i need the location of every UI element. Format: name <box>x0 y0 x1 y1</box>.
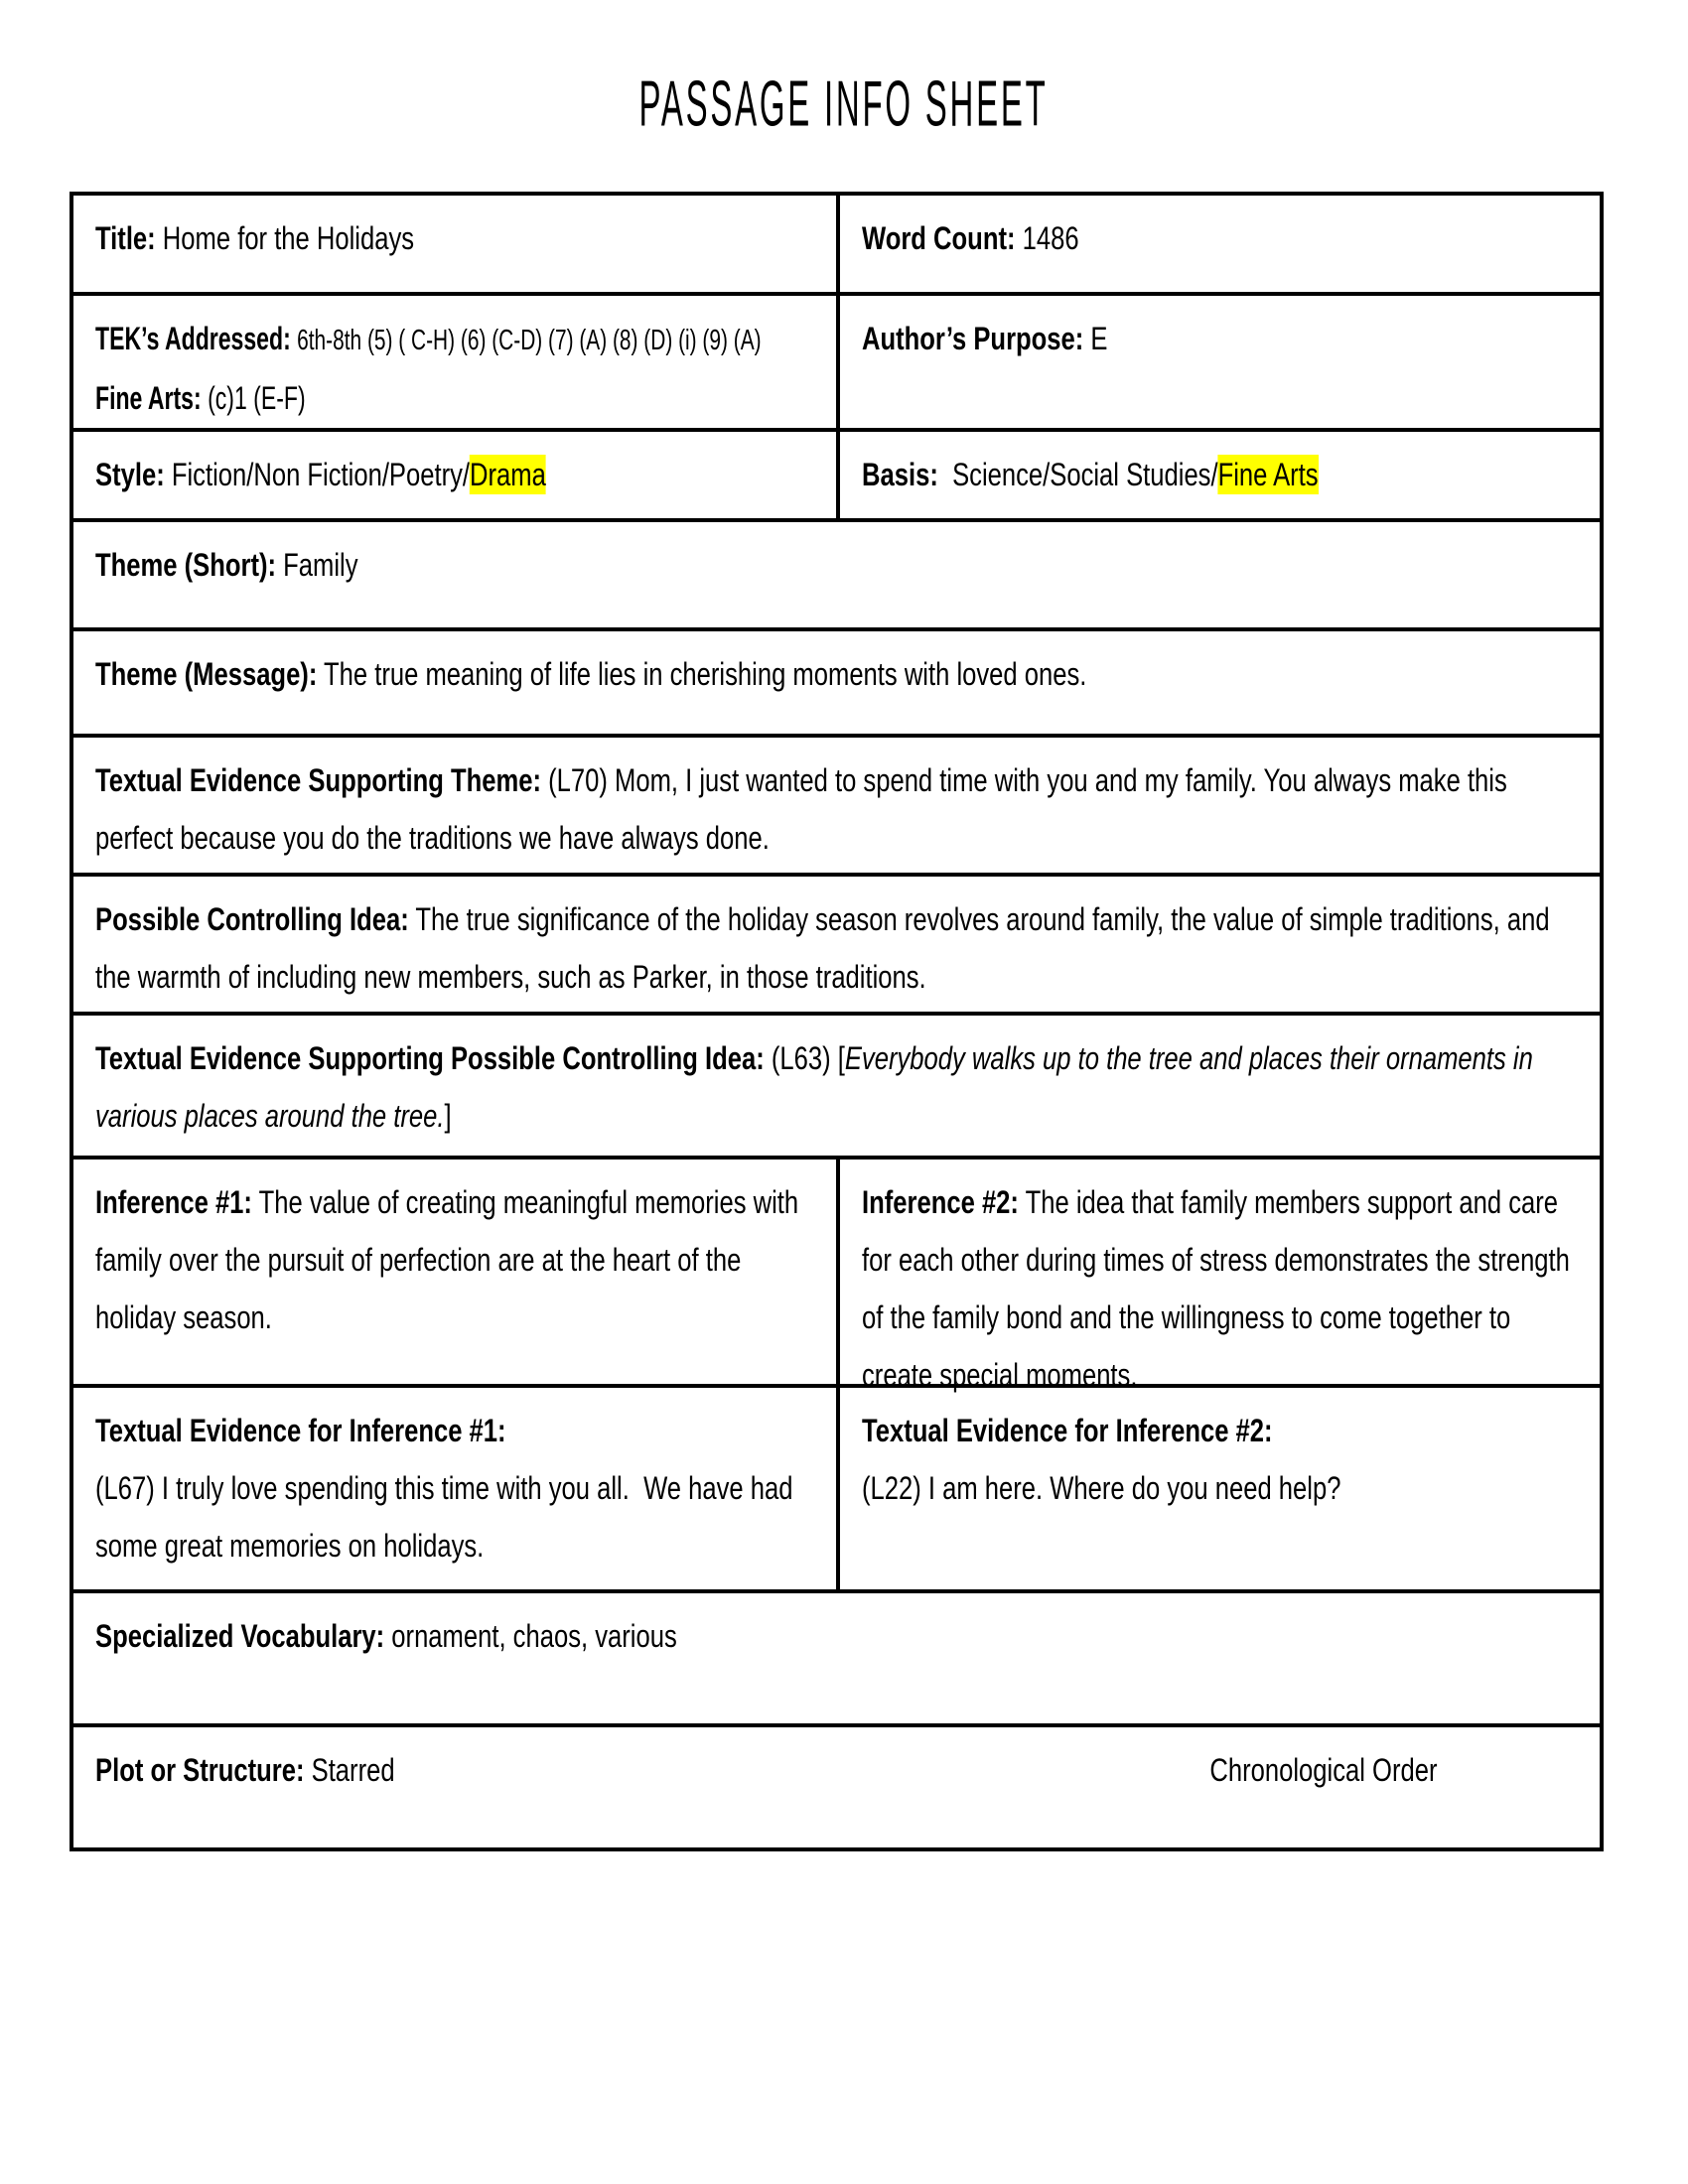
row-evidence-controlling-idea <box>73 1012 1600 1156</box>
style-options: Fiction/Non Fiction/Poetry/ <box>164 457 471 492</box>
word-count-label: Word Count: <box>861 220 1016 256</box>
title-label: Title: <box>95 220 156 256</box>
evidence-controlling-idea-cell <box>73 1016 1600 1145</box>
word-count-value: 1486 <box>1022 220 1079 256</box>
authors-purpose-cell <box>840 296 1600 428</box>
row-evidence-inferences <box>73 1384 1600 1589</box>
evidence-inference2-label: Textual Evidence for Inference #2: <box>861 1413 1273 1448</box>
evidence-inference2-cell <box>840 1388 1600 1589</box>
evidence-inference1-label: Textual Evidence for Inference #1: <box>95 1413 506 1448</box>
style-cell <box>73 432 840 518</box>
row-teks-purpose <box>73 292 1600 428</box>
row-style-basis <box>73 428 1600 518</box>
plot-structure-cell <box>73 1727 1600 1799</box>
evidence-controlling-idea-prefix: (L63) [ <box>771 1040 845 1076</box>
inference1-value: The value of creating meaningful memories with family over the pursuit of perfection are at the heart of the holiday season. <box>95 1184 806 1335</box>
vocabulary-value: ornament, chaos, various <box>391 1618 677 1654</box>
evidence-inference2-value: (L22) I am here. Where do you need help? <box>861 1470 1340 1506</box>
row-plot-structure <box>73 1723 1600 1847</box>
controlling-idea-value: The true significance of the holiday season revolves around family, the value of simple traditions, and the warmth of including new members, such as Parker, in those traditions. <box>95 901 1557 995</box>
title-cell <box>73 196 840 292</box>
controlling-idea-cell <box>73 877 1600 1006</box>
basis-options: Science/Social Studies/ <box>937 457 1218 492</box>
authors-purpose-label: Author’s Purpose: <box>861 321 1083 356</box>
evidence-controlling-idea-label: Textual Evidence Supporting Possible Controlling Idea: <box>95 1040 765 1076</box>
teks-value: 6th-8th (5) ( C-H) (6) (C-D) (7) (A) (8) (D) (i) (9) (A) <box>297 325 762 356</box>
plot-value: Starred <box>311 1752 395 1788</box>
evidence-controlling-idea-quote: Everybody walks up to the tree and places their ornaments in various places around the tree. <box>95 1040 1540 1134</box>
basis-cell <box>840 432 1600 518</box>
controlling-idea-label: Possible Controlling Idea: <box>95 901 409 937</box>
basis-label: Basis: <box>861 457 938 492</box>
inference2-label: Inference #2: <box>861 1184 1019 1220</box>
structure-order-value: Chronological Order <box>1209 1752 1438 1788</box>
fine-arts-value: (c)1 (E-F) <box>208 380 306 416</box>
word-count-cell <box>840 196 1600 292</box>
teks-label: TEK’s Addressed: <box>95 321 291 356</box>
evidence-theme-label: Textual Evidence Supporting Theme: <box>95 762 542 798</box>
fine-arts-label: Fine Arts: <box>95 380 202 416</box>
evidence-inference1-cell <box>73 1388 840 1589</box>
inference2-value: The idea that family members support and care for each other during times of stress demonstrates the strength of the family bond and the willingness to come together to create special moments. <box>861 1184 1577 1393</box>
inference1-cell <box>73 1160 840 1384</box>
authors-purpose-value: E <box>1089 321 1108 356</box>
theme-message-value: The true meaning of life lies in cherishing moments with loved ones. <box>324 656 1087 692</box>
basis-selected-highlight: Fine Arts <box>1217 457 1319 492</box>
passage-info-table <box>70 192 1604 1851</box>
theme-message-label: Theme (Message): <box>95 656 318 692</box>
plot-label: Plot or Structure: <box>95 1752 305 1788</box>
row-theme-short <box>73 518 1600 627</box>
row-theme-message <box>73 627 1600 734</box>
inference1-label: Inference #1: <box>95 1184 252 1220</box>
theme-short-label: Theme (Short): <box>95 547 277 583</box>
theme-short-value: Family <box>283 547 358 583</box>
page-title-text: PASSAGE INFO SHEET <box>639 68 1049 140</box>
row-evidence-theme <box>73 734 1600 873</box>
vocabulary-cell <box>73 1593 1600 1665</box>
row-controlling-idea <box>73 873 1600 1012</box>
row-inferences <box>73 1156 1600 1393</box>
evidence-theme-value: (L70) Mom, I just wanted to spend time with you and my family. You always make this perfect because you do the traditions we have always done. <box>95 762 1514 856</box>
theme-short-cell <box>73 522 1600 594</box>
page-title <box>0 0 1688 138</box>
evidence-theme-cell <box>73 738 1600 867</box>
row-title-wordcount <box>73 196 1600 292</box>
teks-cell <box>73 296 840 428</box>
evidence-inference1-value: (L67) I truly love spending this time with you all. We have had some great memories on holidays. <box>95 1470 800 1564</box>
evidence-controlling-idea-suffix: ] <box>444 1098 452 1134</box>
vocabulary-label: Specialized Vocabulary: <box>95 1618 385 1654</box>
row-vocabulary <box>73 1589 1600 1723</box>
title-value: Home for the Holidays <box>162 220 415 256</box>
inference2-cell <box>840 1160 1600 1393</box>
theme-message-cell <box>73 631 1600 703</box>
style-selected-highlight: Drama <box>470 457 546 492</box>
style-label: Style: <box>95 457 165 492</box>
